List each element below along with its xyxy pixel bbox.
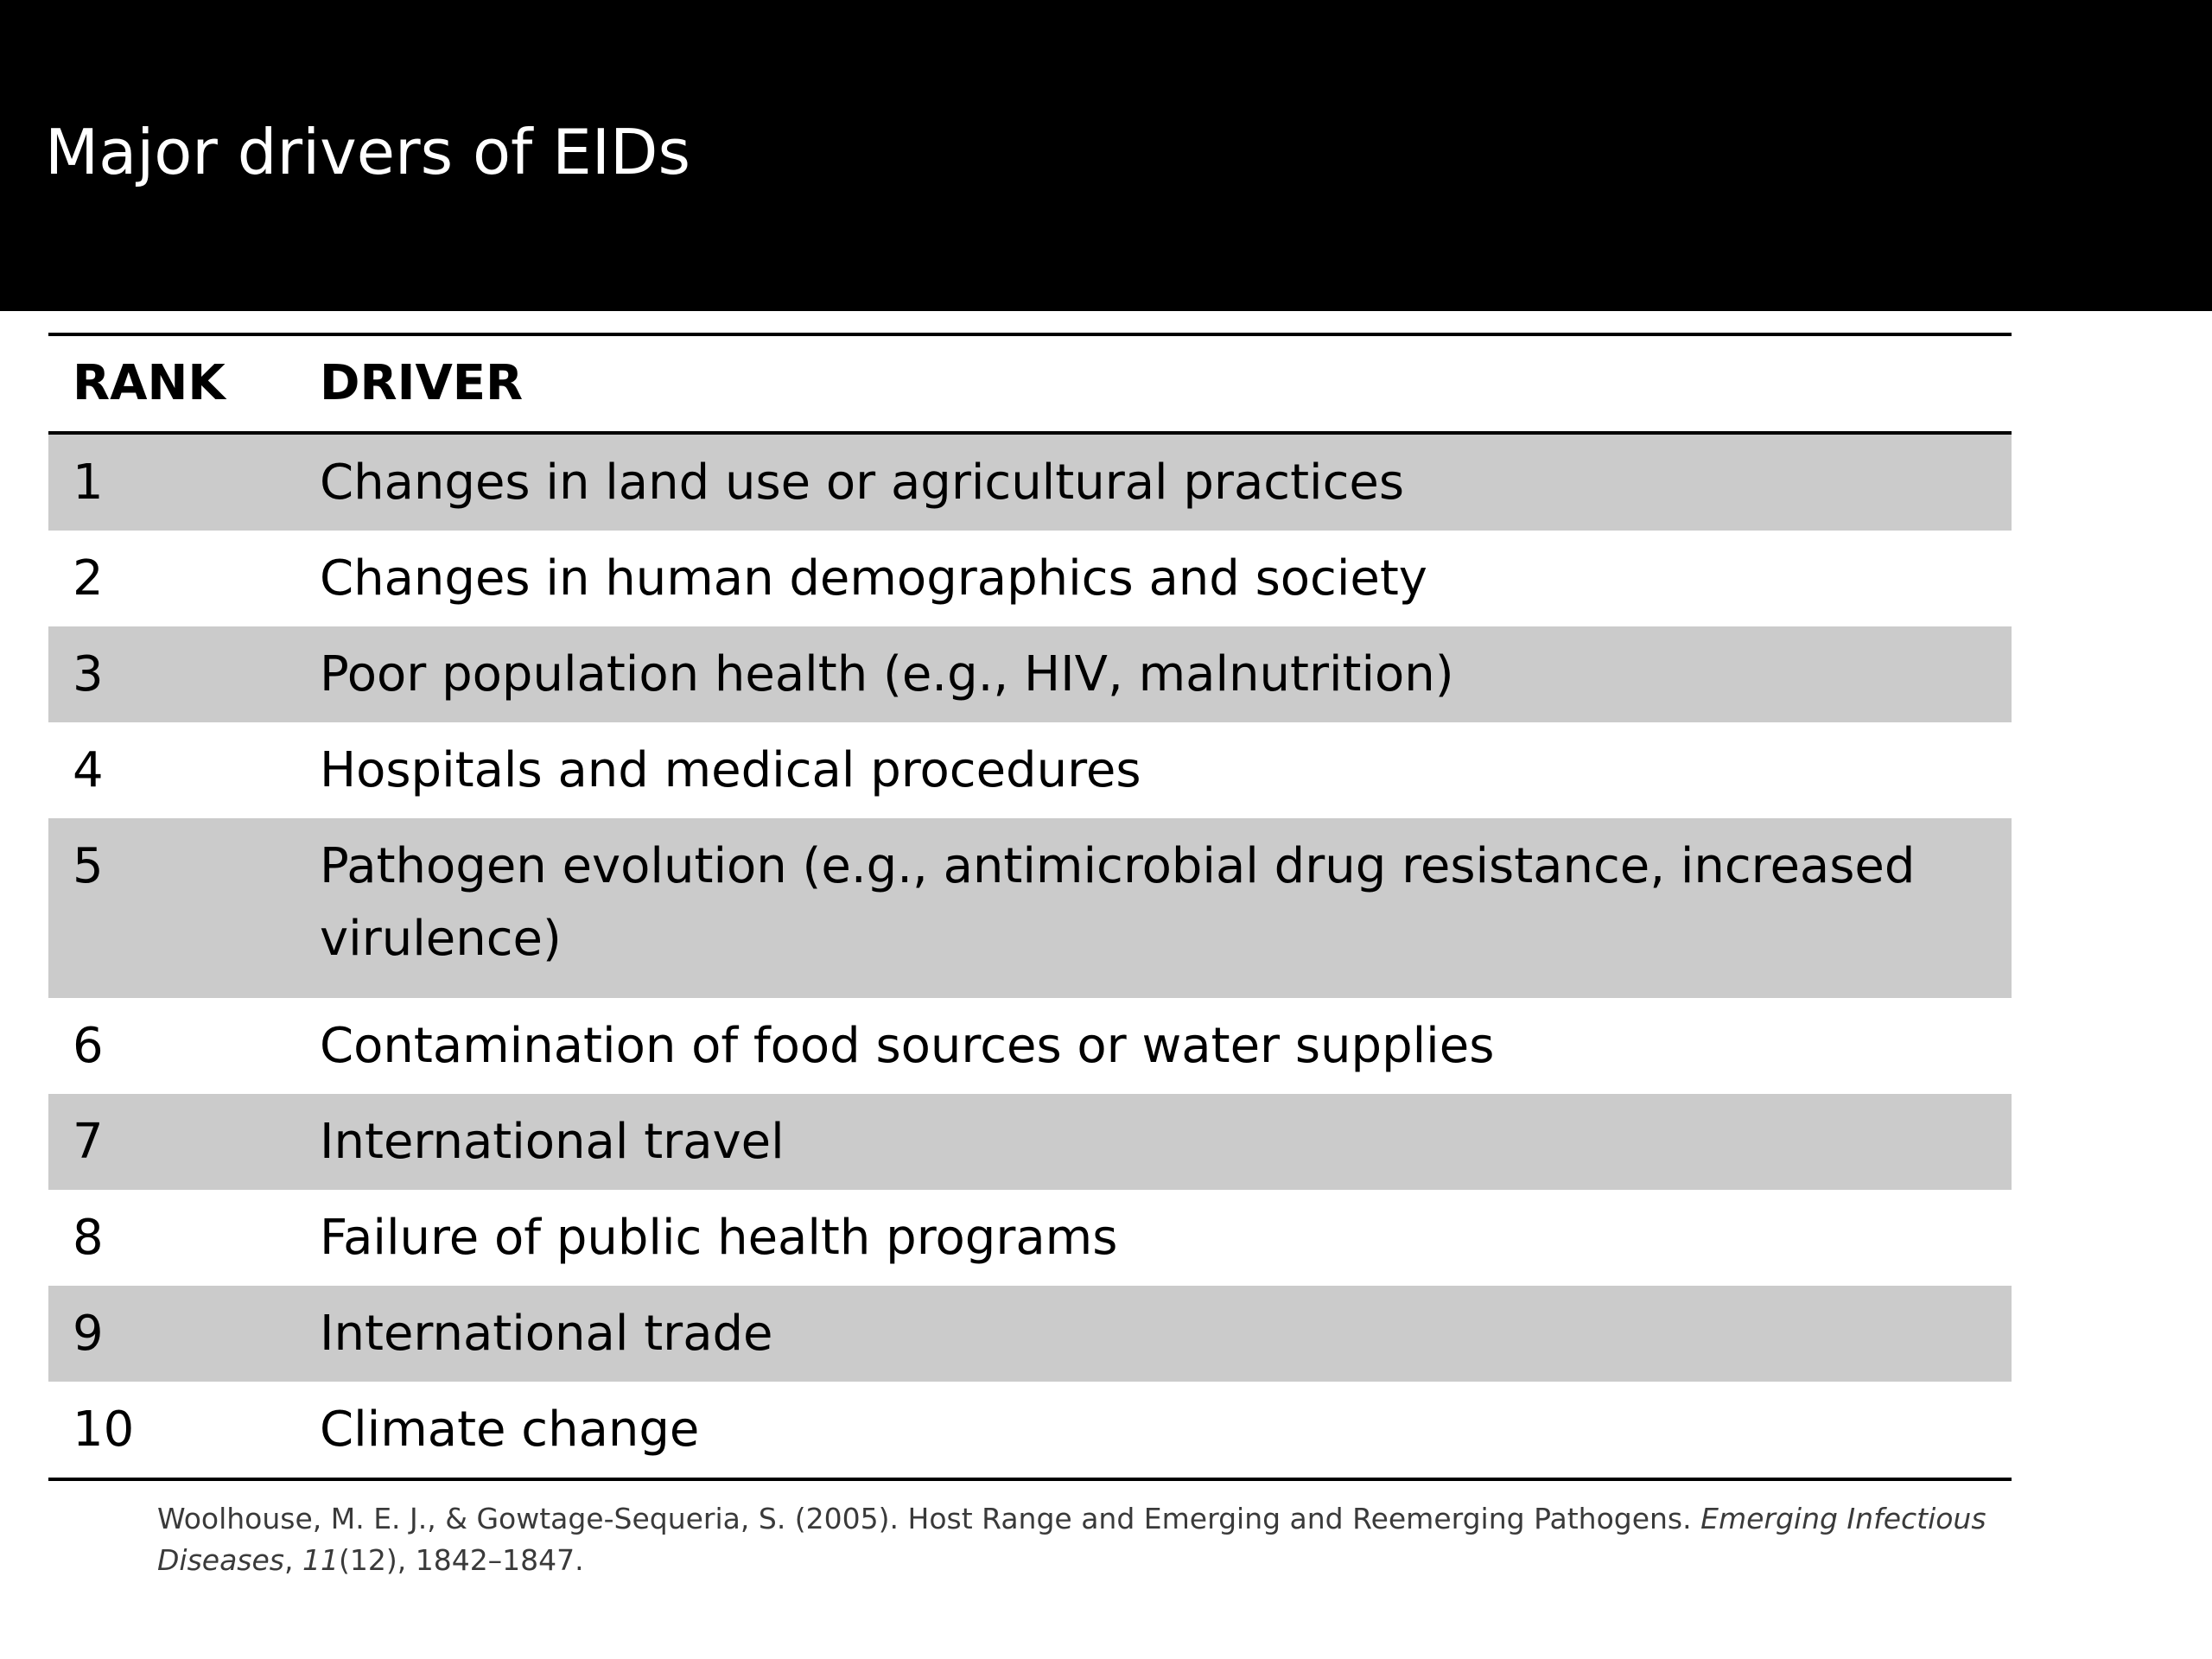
citation-authors-title: Woolhouse, M. E. J., & Gowtage-Sequeria, S. (2005). Host Range and Emerging and Reemerging Pathogens. [157, 1502, 1701, 1535]
table-row [48, 998, 2012, 1094]
citation [157, 1498, 2093, 1581]
driver-cell: International travel [296, 1094, 2012, 1190]
driver-cell: Contamination of food sources or water supplies [320, 1017, 1495, 1074]
rank-cell: 1 [48, 433, 296, 531]
driver-cell: International trade [296, 1286, 2012, 1382]
table-row [48, 1094, 2012, 1190]
driver-cell: Pathogen evolution (e.g., antimicrobial drug resistance, increased virulence) [296, 818, 2012, 998]
driver-cell: Failure of public health programs [320, 1209, 1118, 1266]
rank-cell: 9 [48, 1286, 296, 1382]
driver-cell: Poor population health (e.g., HIV, malnutrition) [296, 626, 2012, 722]
driver-cell: Changes in human demographics and society [320, 550, 1427, 607]
rank-cell: 3 [48, 626, 296, 722]
citation-journal: Emerging Infectious Diseases [157, 1502, 1986, 1577]
citation-separator: , [284, 1543, 302, 1577]
driver-cell: Changes in land use or agricultural practices [296, 433, 2012, 531]
rank-cell: 2 [73, 550, 104, 607]
driver-column-header: DRIVER [296, 334, 2012, 433]
table-row [48, 722, 2012, 818]
title-bar [0, 0, 2212, 311]
driver-cell: Climate change [320, 1401, 700, 1458]
rank-cell: 7 [48, 1094, 296, 1190]
table-header-row [48, 334, 2012, 433]
rank-cell: 8 [73, 1209, 104, 1266]
table-row [48, 1382, 2012, 1479]
citation-volume: 11 [302, 1543, 339, 1577]
rank-cell: 10 [73, 1401, 135, 1458]
table-row [48, 818, 2012, 998]
table-row [48, 531, 2012, 626]
rank-cell: 4 [73, 741, 104, 798]
rank-cell: 5 [48, 818, 296, 998]
table-row [48, 1286, 2012, 1382]
slide-title: Major drivers of EIDs [45, 116, 690, 188]
drivers-table [48, 333, 2012, 1481]
table-row [48, 1190, 2012, 1286]
table-row [48, 626, 2012, 722]
citation-issue-pages: (12), 1842–1847. [338, 1543, 584, 1577]
rank-cell: 6 [73, 1017, 104, 1074]
table-row [48, 433, 2012, 531]
rank-column-header: RANK [48, 334, 296, 433]
driver-cell: Hospitals and medical procedures [320, 741, 1141, 798]
